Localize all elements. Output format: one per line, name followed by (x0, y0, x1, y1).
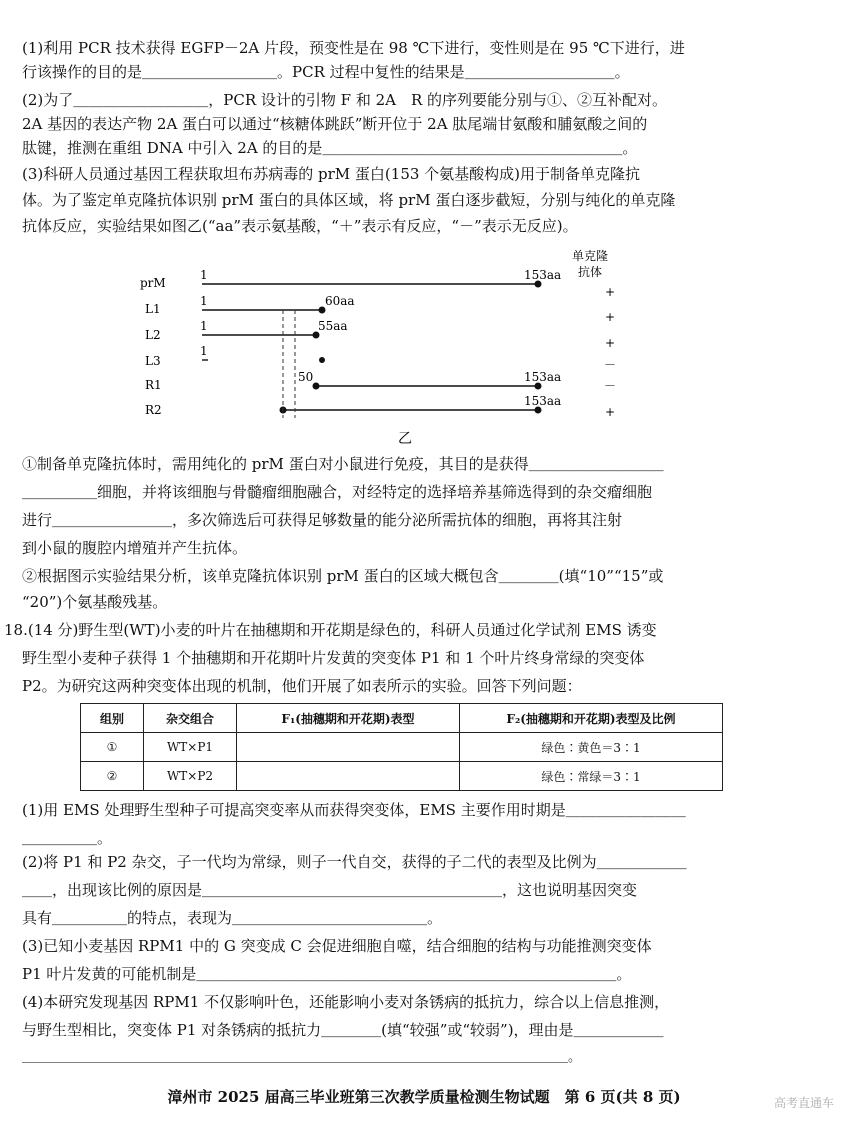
row-result: + (604, 336, 616, 350)
row-start: 50 (298, 370, 314, 384)
antibody-header: 单克隆 (571, 249, 609, 263)
row-end: 55aa (318, 319, 348, 333)
text-line: (1)利用 PCR 技术获得 EGFP－2A 片段，预变性是在 98 ℃下进行，变性则是在 95 ℃下进行，进 (22, 39, 685, 57)
text-line: (3)科研人员通过基因工程获取坦布苏病毒的 prM 蛋白(153 个氨基酸构成)用于制备单克隆抗 (22, 165, 641, 183)
text-line: 肽键，推测在重组 DNA 中引入 2A 的目的是＿＿＿＿＿＿＿＿＿＿＿＿＿＿＿＿＿＿＿＿。 (22, 139, 638, 157)
text-line: ＿＿＿＿＿。 (22, 829, 113, 847)
antibody-header: 抗体 (577, 265, 603, 279)
text-line: (3)已知小麦基因 RPM1 中的 G 突变成 C 会促进细胞自噬，结合细胞的结构与功能推测突变体 (22, 937, 652, 955)
row-start: 1 (200, 294, 208, 308)
text-line: (1)用 EMS 处理野生型种子可提高突变率从而获得突变体，EMS 主要作用时期是＿＿＿＿＿＿＿＿ (22, 801, 686, 819)
text-line: 与野生型相比，突变体 P1 对条锈病的抵抗力＿＿＿＿(填“较强”或“较弱”)，理由是＿＿＿＿＿＿ (22, 1021, 664, 1039)
question-18-title: 18.(14 分)野生型(WT)小麦的叶片在抽穗期和开花期是绿色的，科研人员通过化学试剂 EMS 诱变 (4, 621, 657, 639)
cross-table (80, 703, 723, 791)
end-dot (319, 357, 325, 363)
row-start: 1 (200, 268, 208, 282)
text-line: 2A 基因的表达产物 2A 蛋白可以通过“核糖体跳跃”断开位于 2A 肽尾端甘氨酸和脯氨酸之间的 (22, 115, 648, 133)
table-row (81, 762, 723, 791)
row-result: + (604, 310, 616, 324)
text-line: 抗体反应，实验结果如图乙(“aa”表示氨基酸，“＋”表示有反应，“－”表示无反应)。 (22, 217, 578, 235)
row-result: － (603, 358, 617, 372)
text-line: ①制备单克隆抗体时，需用纯化的 prM 蛋白对小鼠进行免疫，其目的是获得＿＿＿＿＿＿＿＿＿ (22, 455, 664, 473)
text-line: P2。为研究这两种突变体出现的机制，他们开展了如表所示的实验。回答下列问题： (22, 677, 582, 695)
table-cell: ② (81, 762, 144, 791)
table-header: F₁(抽穗期和开花期)表型 (237, 704, 460, 733)
table-cell (237, 762, 460, 791)
row-end: 153aa (524, 268, 562, 282)
row-end: 153aa (524, 394, 562, 408)
row-label: L2 (145, 328, 161, 342)
table-cell (237, 733, 460, 762)
table-cell: WT×P1 (144, 733, 237, 762)
table-header: 组别 (81, 704, 144, 733)
table-header-row (81, 704, 723, 733)
row-start: 1 (200, 344, 208, 358)
table-header: 杂交组合 (144, 704, 237, 733)
text-line: 进行＿＿＿＿＿＿＿＿，多次筛选后可获得足够数量的能分泌所需抗体的细胞，再将其注射 (22, 511, 623, 529)
table-header: F₂(抽穗期和开花期)表型及比例 (460, 704, 723, 733)
text-line: (2)将 P1 和 P2 杂交，子一代均为常绿，则子一代自交，获得的子二代的表型及比例为＿＿＿＿＿＿ (22, 853, 687, 871)
row-label: L1 (145, 302, 161, 316)
table-cell: 绿色∶常绿＝3∶1 (460, 762, 723, 791)
row-end: 153aa (524, 370, 562, 384)
text-line: ＿＿，出现该比例的原因是＿＿＿＿＿＿＿＿＿＿＿＿＿＿＿＿＿＿＿＿，这也说明基因突变 (22, 881, 638, 899)
figure-caption: 乙 (398, 431, 412, 447)
row-start: 1 (200, 319, 208, 333)
row-label: R2 (145, 403, 162, 417)
page-footer: 漳州市 2025 届高三毕业班第三次教学质量检测生物试题 第 6 页(共 8 页) (167, 1088, 681, 1106)
table-cell: 绿色∶黄色＝3∶1 (460, 733, 723, 762)
row-result: + (604, 285, 616, 299)
text-line: 具有＿＿＿＿＿的特点，表现为＿＿＿＿＿＿＿＿＿＿＿＿＿。 (22, 909, 443, 927)
table-cell: ① (81, 733, 144, 762)
watermark: 高考直通车 (773, 1096, 834, 1110)
truncation-diagram (120, 238, 640, 448)
row-label: L3 (145, 354, 161, 368)
row-label: R1 (145, 378, 162, 392)
row-end: 60aa (325, 294, 355, 308)
text-line: (4)本研究发现基因 RPM1 不仅影响叶色，还能影响小麦对条锈病的抵抗力，综合以上信息推测， (22, 993, 670, 1011)
table-cell: WT×P2 (144, 762, 237, 791)
text-line: P1 叶片发黄的可能机制是＿＿＿＿＿＿＿＿＿＿＿＿＿＿＿＿＿＿＿＿＿＿＿＿＿＿＿＿。 (22, 965, 632, 983)
row-result: + (604, 405, 616, 419)
text-line: 行该操作的目的是＿＿＿＿＿＿＿＿＿。PCR 过程中复性的结果是＿＿＿＿＿＿＿＿＿＿。 (22, 63, 630, 81)
text-line: ＿＿＿＿＿＿＿＿＿＿＿＿＿＿＿＿＿＿＿＿＿＿＿＿＿＿＿＿＿＿＿＿＿＿＿＿＿＿＿＿＿＿。 (22, 1050, 582, 1065)
text-line: 野生型小麦种子获得 1 个抽穗期和开花期叶片发黄的突变体 P1 和 1 个叶片终身常绿的突变体 (22, 649, 645, 667)
table-row (81, 733, 723, 762)
text-line: (2)为了＿＿＿＿＿＿＿＿＿，PCR 设计的引物 F 和 2A R 的序列要能分别与①、②互补配对。 (22, 91, 668, 109)
text-line: 到小鼠的腹腔内增殖并产生抗体。 (22, 539, 248, 557)
text-line: 体。为了鉴定单克隆抗体识别 prM 蛋白的具体区域，将 prM 蛋白逐步截短，分别与纯化的单克隆 (22, 191, 676, 209)
row-result: － (603, 379, 617, 393)
text-line: ②根据图示实验结果分析，该单克隆抗体识别 prM 蛋白的区域大概包含＿＿＿＿(填“10”“15”或 (22, 567, 664, 585)
row-label: prM (140, 276, 166, 290)
text-line: “20”)个氨基酸残基。 (22, 593, 168, 611)
text-line: ＿＿＿＿＿细胞，并将该细胞与骨髓瘤细胞融合，对经特定的选择培养基筛选得到的杂交瘤细胞 (22, 483, 653, 501)
